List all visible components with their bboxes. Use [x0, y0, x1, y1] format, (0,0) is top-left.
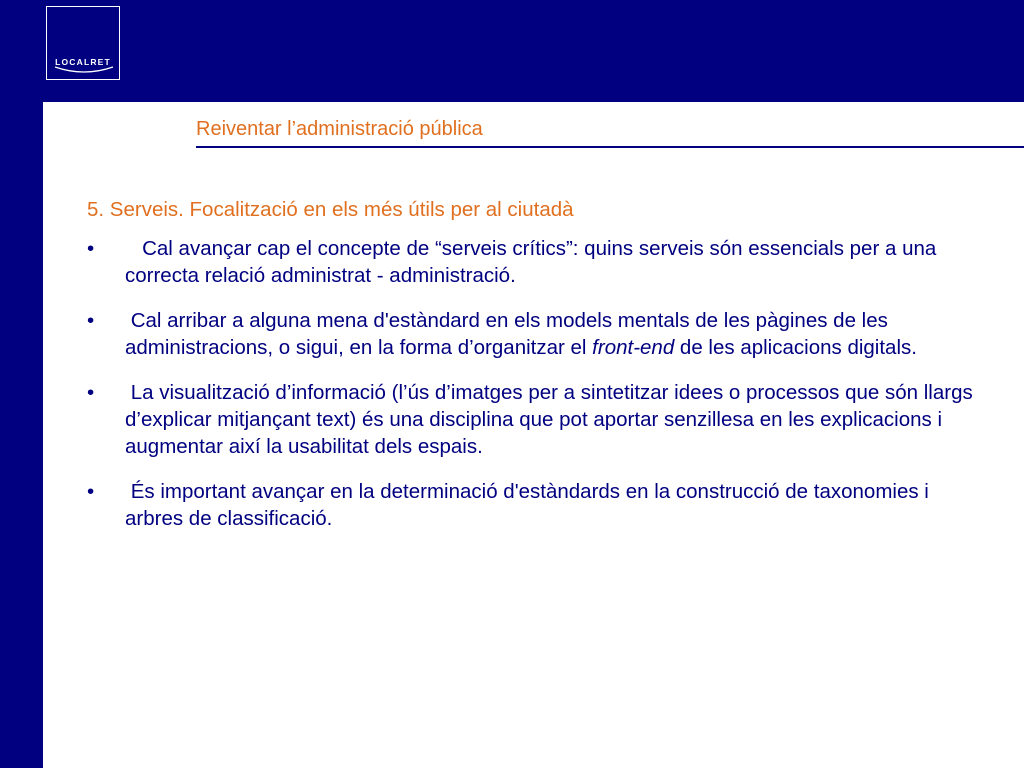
bullet-text: És important avançar en la determinació d'estàndards en la construcció de taxonomies i arbres de classificació. [125, 480, 935, 530]
logo-arc-icon [53, 65, 115, 75]
title-divider [196, 146, 1024, 148]
page-title: Reiventar l’administració pública [196, 118, 483, 140]
list-item [87, 307, 992, 361]
bullet-icon: • [87, 381, 95, 404]
bullet-icon: • [87, 237, 95, 260]
slide-content [87, 195, 992, 550]
section-heading: 5. Serveis. Focalització en els més útils per al ciutadà [87, 198, 574, 221]
bullet-emphasis: front-end [592, 336, 675, 359]
bullet-icon: • [87, 480, 95, 503]
bullet-text: Cal avançar cap el concepte de “serveis crítics”: quins serveis són essencials per a una correcta relació administrat - administració. [125, 237, 942, 287]
bullet-icon: • [87, 309, 95, 332]
logo-text: LOCALRET [55, 57, 111, 67]
bullet-text: La visualització d’informació (l’ús d’imatges per a sintetitzar idees o processos que són llargs d’explicar mitjançant text) és una disciplina que pot aportar senzillesa en les explicacions i augmentar així la usabilitat dels espais. [125, 381, 979, 458]
list-item [87, 379, 992, 460]
bullet-list [87, 235, 992, 532]
list-item [87, 235, 992, 289]
left-band [0, 0, 43, 768]
list-item [87, 478, 992, 532]
header-band [0, 0, 1024, 102]
localret-logo [46, 6, 120, 80]
bullet-text-end: de les aplicacions digitals. [674, 336, 917, 359]
bullet-text: Cal arribar a alguna mena d'estàndard en els models mentals de les pàgines de les administracions, o sigui, en la forma d’organitzar el [125, 309, 894, 359]
